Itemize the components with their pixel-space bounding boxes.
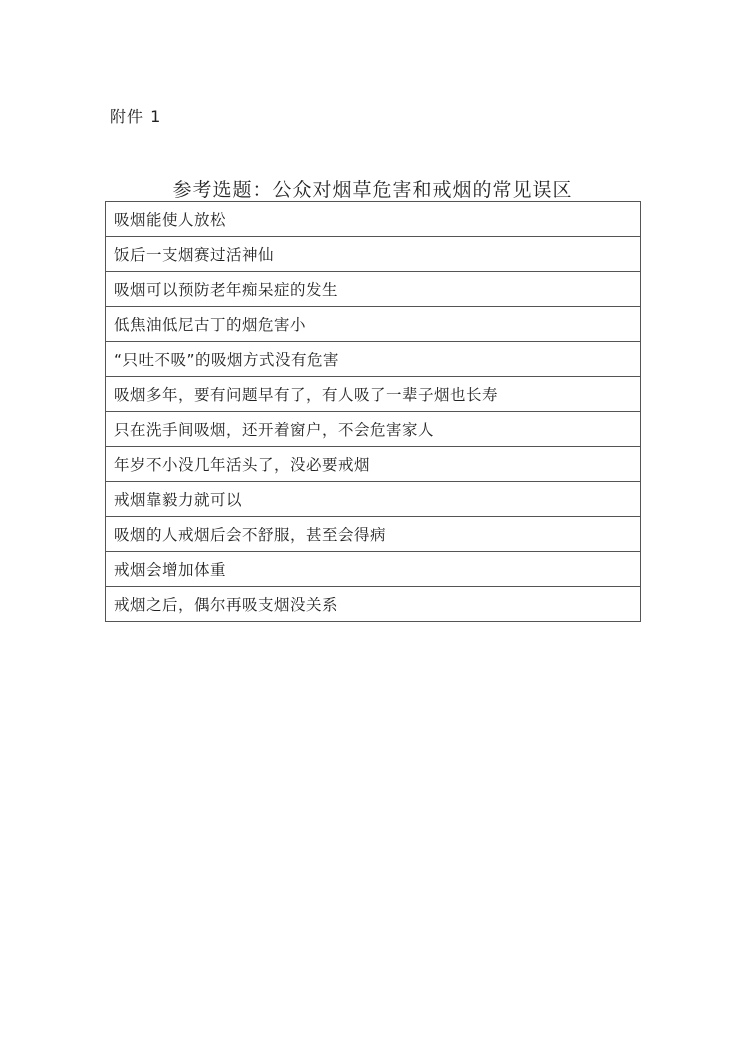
table-row bbox=[106, 272, 641, 307]
table-row bbox=[106, 482, 641, 517]
table-row bbox=[106, 307, 641, 342]
table-row bbox=[106, 412, 641, 447]
table-cell: 饭后一支烟赛过活神仙 bbox=[106, 237, 641, 272]
table-cell: 年岁不小没几年活头了，没必要戒烟 bbox=[106, 447, 641, 482]
table-cell: 戒烟靠毅力就可以 bbox=[106, 482, 641, 517]
table-cell: 低焦油低尼古丁的烟危害小 bbox=[106, 307, 641, 342]
table-row bbox=[106, 587, 641, 622]
table-cell: 戒烟之后，偶尔再吸支烟没关系 bbox=[106, 587, 641, 622]
table-row bbox=[106, 517, 641, 552]
table-cell: “只吐不吸”的吸烟方式没有危害 bbox=[106, 342, 641, 377]
table-row bbox=[106, 202, 641, 237]
table-cell: 吸烟的人戒烟后会不舒服，甚至会得病 bbox=[106, 517, 641, 552]
table-cell: 只在洗手间吸烟，还开着窗户，不会危害家人 bbox=[106, 412, 641, 447]
myths-table bbox=[105, 201, 641, 622]
table-row bbox=[106, 342, 641, 377]
table-cell: 吸烟可以预防老年痴呆症的发生 bbox=[106, 272, 641, 307]
page-title: 参考选题：公众对烟草危害和戒烟的常见误区 bbox=[172, 179, 573, 201]
table-cell: 吸烟能使人放松 bbox=[106, 202, 641, 237]
table-row bbox=[106, 552, 641, 587]
attachment-label: 附件 1 bbox=[110, 107, 162, 126]
table-row bbox=[106, 237, 641, 272]
table-row bbox=[106, 377, 641, 412]
table-cell: 吸烟多年，要有问题早有了，有人吸了一辈子烟也长寿 bbox=[106, 377, 641, 412]
table-cell: 戒烟会增加体重 bbox=[106, 552, 641, 587]
table-row bbox=[106, 447, 641, 482]
